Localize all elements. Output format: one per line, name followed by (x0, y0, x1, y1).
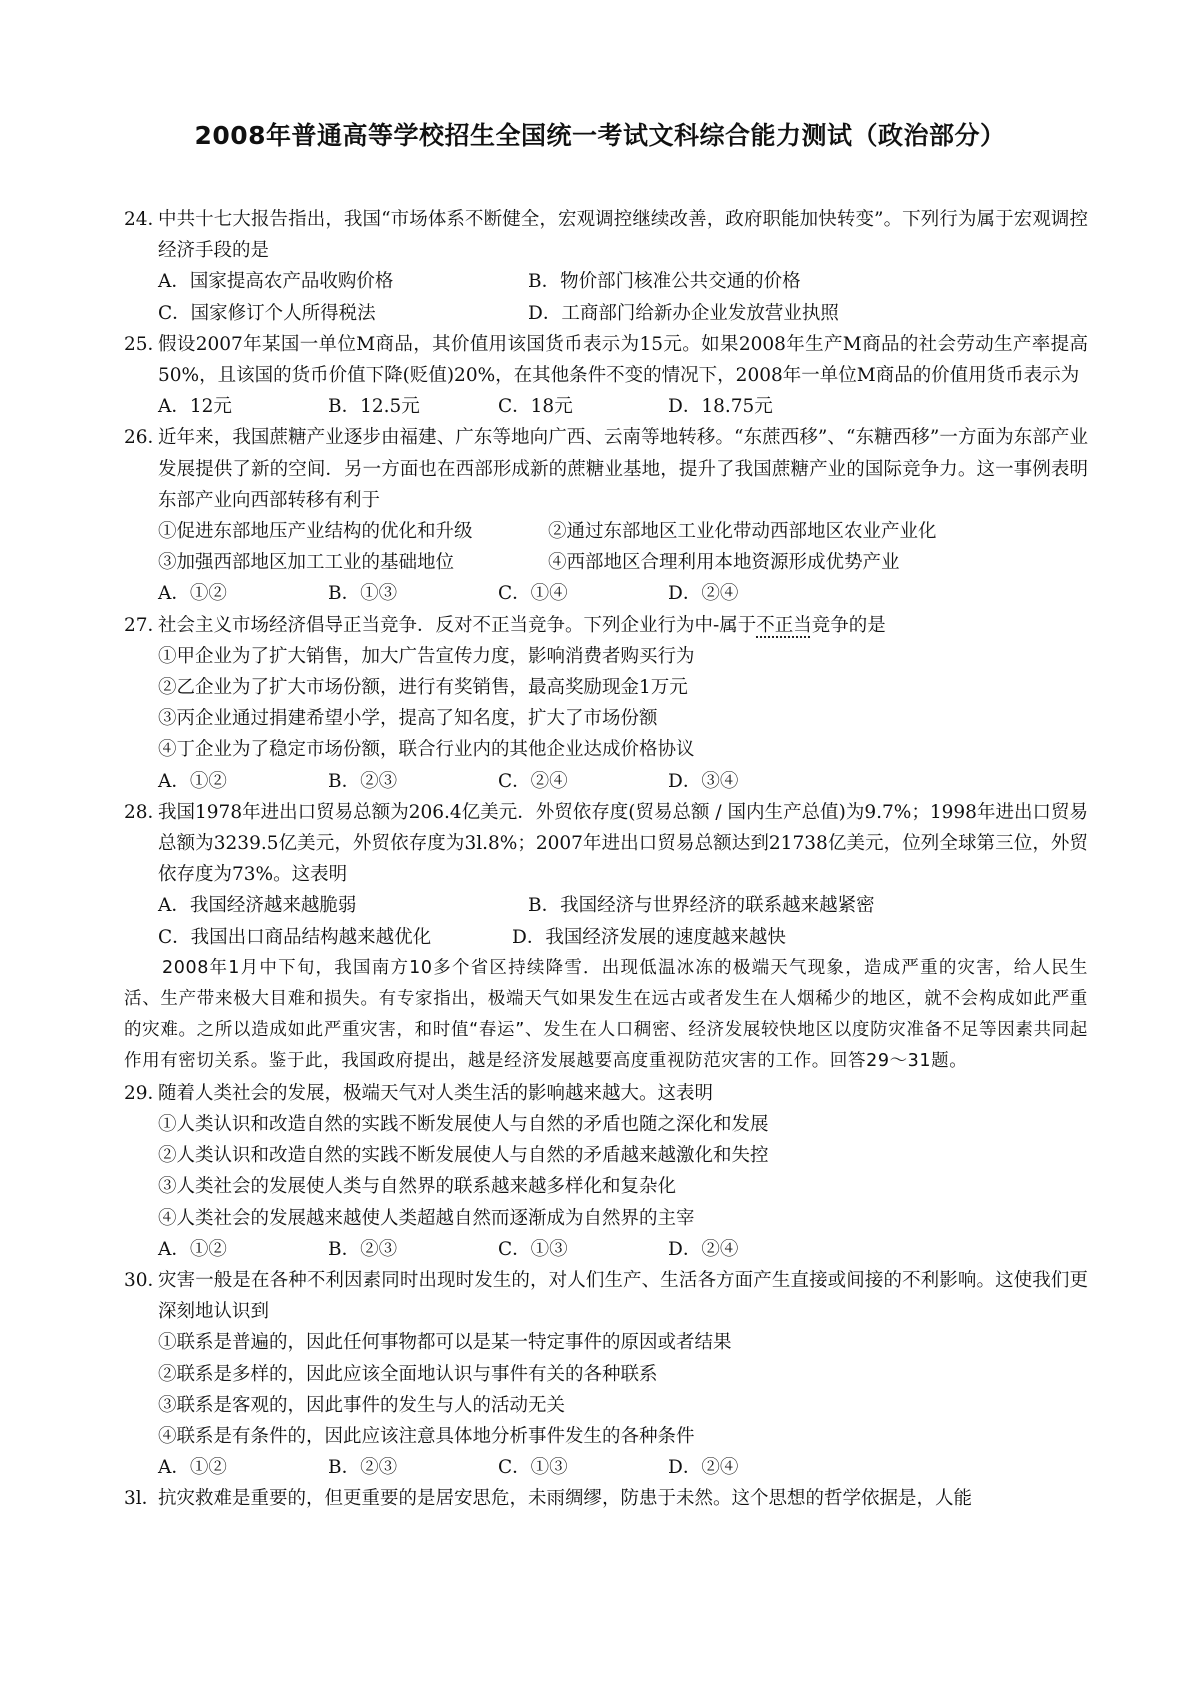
exam-body (124, 204, 1088, 1515)
option-d: D．②④ (668, 1457, 739, 1479)
statement-4: ④人类社会的发展越来越使人类超越自然而逐渐成为自然界的主宰 (158, 1207, 695, 1229)
question-31 (124, 1483, 1088, 1514)
page-title: 2008年普通高等学校招生全国统一考试文科综合能力测试（政治部分） (194, 121, 1006, 150)
option-d: D．②④ (668, 583, 739, 605)
option-a: A．国家提高农产品收购价格 (158, 271, 394, 293)
question-30 (124, 1265, 1088, 1483)
options-row (158, 391, 1088, 422)
options-row (158, 890, 1088, 921)
option-d: D．我国经济发展的速度越来越快 (512, 926, 786, 948)
question-number: 3l． (124, 1488, 161, 1510)
option-a: A．我国经济越来越脆弱 (158, 895, 357, 917)
option-b: B．物价部门核准公共交通的价格 (528, 271, 801, 293)
statement-1: ①人类认识和改造自然的实践不断发展使人与自然的矛盾也随之深化和发展 (158, 1113, 769, 1135)
statement-2: ②通过东部地区工业化带动西部地区农业产业化 (548, 521, 937, 543)
option-d: D．③④ (668, 770, 739, 792)
option-a: A．①② (158, 1457, 227, 1479)
options-row (158, 298, 1088, 329)
statement-4: ④丁企业为了稳定市场份额，联合行业内的其他企业达成价格协议 (158, 739, 695, 761)
options-row (158, 1452, 1088, 1483)
option-b: B．①③ (328, 583, 398, 605)
statement-row (158, 547, 1088, 578)
statement-row (158, 516, 1088, 547)
statement-3: ③丙企业通过捐建希望小学，提高了知名度，扩大了市场份额 (158, 708, 658, 730)
options-row (158, 922, 1088, 953)
question-stem: 我国1978年进出口贸易总额为206.4亿美元．外贸依存度(贸易总额 / 国内生产总值)为9.7%；1998年进出口贸易总额为3239.5亿美元，外贸依存度为3l.8%；2007年进出口贸易总额达到21738亿美元，位列全球第三位，外贸依存度为73%。这表明 (158, 801, 1088, 886)
option-c: C．18元 (498, 396, 573, 418)
option-a: A．①② (158, 1238, 227, 1260)
option-b: B．②③ (328, 770, 398, 792)
option-c: C．国家修订个人所得税法 (158, 302, 376, 324)
question-24 (124, 204, 1088, 329)
statement-4: ④西部地区合理利用本地资源形成优势产业 (548, 552, 900, 574)
emphasis-text: 不正当 (756, 614, 812, 636)
options-row (158, 1234, 1088, 1265)
option-d: D．18.75元 (668, 396, 773, 418)
option-d: D．②④ (668, 1238, 739, 1260)
question-stem: 随着人类社会的发展，极端天气对人类生活的影响越来越大。这表明 (158, 1082, 714, 1104)
question-27 (124, 610, 1088, 797)
question-number: 26． (124, 427, 167, 449)
statement-3: ③联系是客观的，因此事件的发生与人的活动无关 (158, 1394, 566, 1416)
question-number: 28． (124, 801, 167, 823)
stem-text: 社会主义市场经济倡导正当竞争．反对不正当竞争。下列企业行为中-属于 (158, 614, 757, 636)
option-c: C．①③ (498, 1238, 568, 1260)
reading-passage: 2008年1月中下旬，我国南方10多个省区持续降雪．出现低温冰冻的极端天气现象，造成严重的灾害，给人民生活、生产带来极大目难和损失。有专家指出，极端天气如果发生在远古或者发生在人烟稀少的地区，就不会构成如此严重的灾难。之所以造成如此严重灾害，和时值“春运”、发生在人口稠密、经济发展较快地区以度防灾准备不足等因素共同起作用有密切关系。鉴于此，我国政府提出，越是经济发展越要高度重视防范灾害的工作。回答29～31题。 (124, 957, 1088, 1072)
option-b: B．②③ (328, 1238, 398, 1260)
question-stem: 近年来，我国蔗糖产业逐步由福建、广东等地向广西、云南等地转移。“东蔗西移”、“东糖西移”一方面为东部产业发展提供了新的空间．另一方面也在西部形成新的蔗糖业基地，提升了我国蔗糖产业的国际竞争力。这一事例表明东部产业向西部转移有利于 (158, 427, 1088, 511)
statement-1: ①甲企业为了扩大销售，加大广告宣传力度，影响消费者购买行为 (158, 645, 695, 667)
question-stem (158, 610, 1088, 641)
question-number: 30． (124, 1269, 167, 1291)
question-stem: 抗灾救难是重要的，但更重要的是居安思危，未雨绸缪，防患于未然。这个思想的哲学依据是，人能 (158, 1488, 973, 1510)
question-26 (124, 422, 1088, 609)
question-29 (124, 1078, 1088, 1265)
question-stem: 中共十七大报告指出，我国“市场体系不断健全，宏观调控继续改善，政府职能加快转变”。下列行为属于宏观调控经济手段的是 (158, 209, 1088, 262)
option-c: C．②④ (498, 770, 568, 792)
question-number: 24． (124, 209, 167, 230)
statement-1: ①促进东部地压产业结构的优化和升级 (158, 521, 473, 543)
option-b: B．②③ (328, 1457, 398, 1479)
options-row (158, 766, 1088, 797)
question-number: 27． (124, 614, 167, 636)
statement-3: ③人类社会的发展使人类与自然界的联系越来越多样化和复杂化 (158, 1176, 677, 1198)
question-28 (124, 797, 1088, 953)
question-stem: 假设2007年某国一单位M商品，其价值用该国货币表示为15元。如果2008年生产M商品的社会劳动生产率提高50%，且该国的货币价值下降(贬值)20%，在其他条件不变的情况下，2008年一单位M商品的价值用货币表示为 (158, 333, 1088, 387)
options-row (158, 578, 1088, 609)
option-d: D．工商部门给新办企业发放营业执照 (528, 302, 839, 324)
options-row (158, 266, 1088, 297)
statement-2: ②人类认识和改造自然的实践不断发展使人与自然的矛盾越来越激化和失控 (158, 1145, 769, 1167)
statement-3: ③加强西部地区加工工业的基础地位 (158, 552, 455, 574)
option-a: A．①② (158, 583, 227, 605)
question-number: 25． (124, 333, 167, 355)
question-25 (124, 329, 1088, 423)
statement-2: ②乙企业为了扩大市场份额，进行有奖销售，最高奖励现金1万元 (158, 677, 688, 699)
option-c: C．①④ (498, 583, 568, 605)
option-a: A．①② (158, 770, 227, 792)
option-a: A．12元 (158, 396, 232, 418)
question-stem: 灾害一般是在各种不利因素同时出现时发生的，对人们生产、生活各方面产生直接或间接的不利影响。这使我们更深刻地认识到 (158, 1269, 1088, 1323)
option-c: C．①③ (498, 1457, 568, 1479)
statement-4: ④联系是有条件的，因此应该注意具体地分析事件发生的各种条件 (158, 1425, 695, 1447)
option-c: C．我国出口商品结构越来越优化 (158, 926, 432, 948)
stem-text: 竞争的是 (811, 614, 886, 636)
option-b: B．12.5元 (328, 396, 420, 418)
statement-1: ①联系是普遍的，因此任何事物都可以是某一特定事件的原因或者结果 (158, 1332, 732, 1354)
statement-2: ②联系是多样的，因此应该全面地认识与事件有关的各种联系 (158, 1363, 658, 1385)
option-b: B．我国经济与世界经济的联系越来越紧密 (528, 895, 875, 917)
question-number: 29． (124, 1082, 167, 1104)
